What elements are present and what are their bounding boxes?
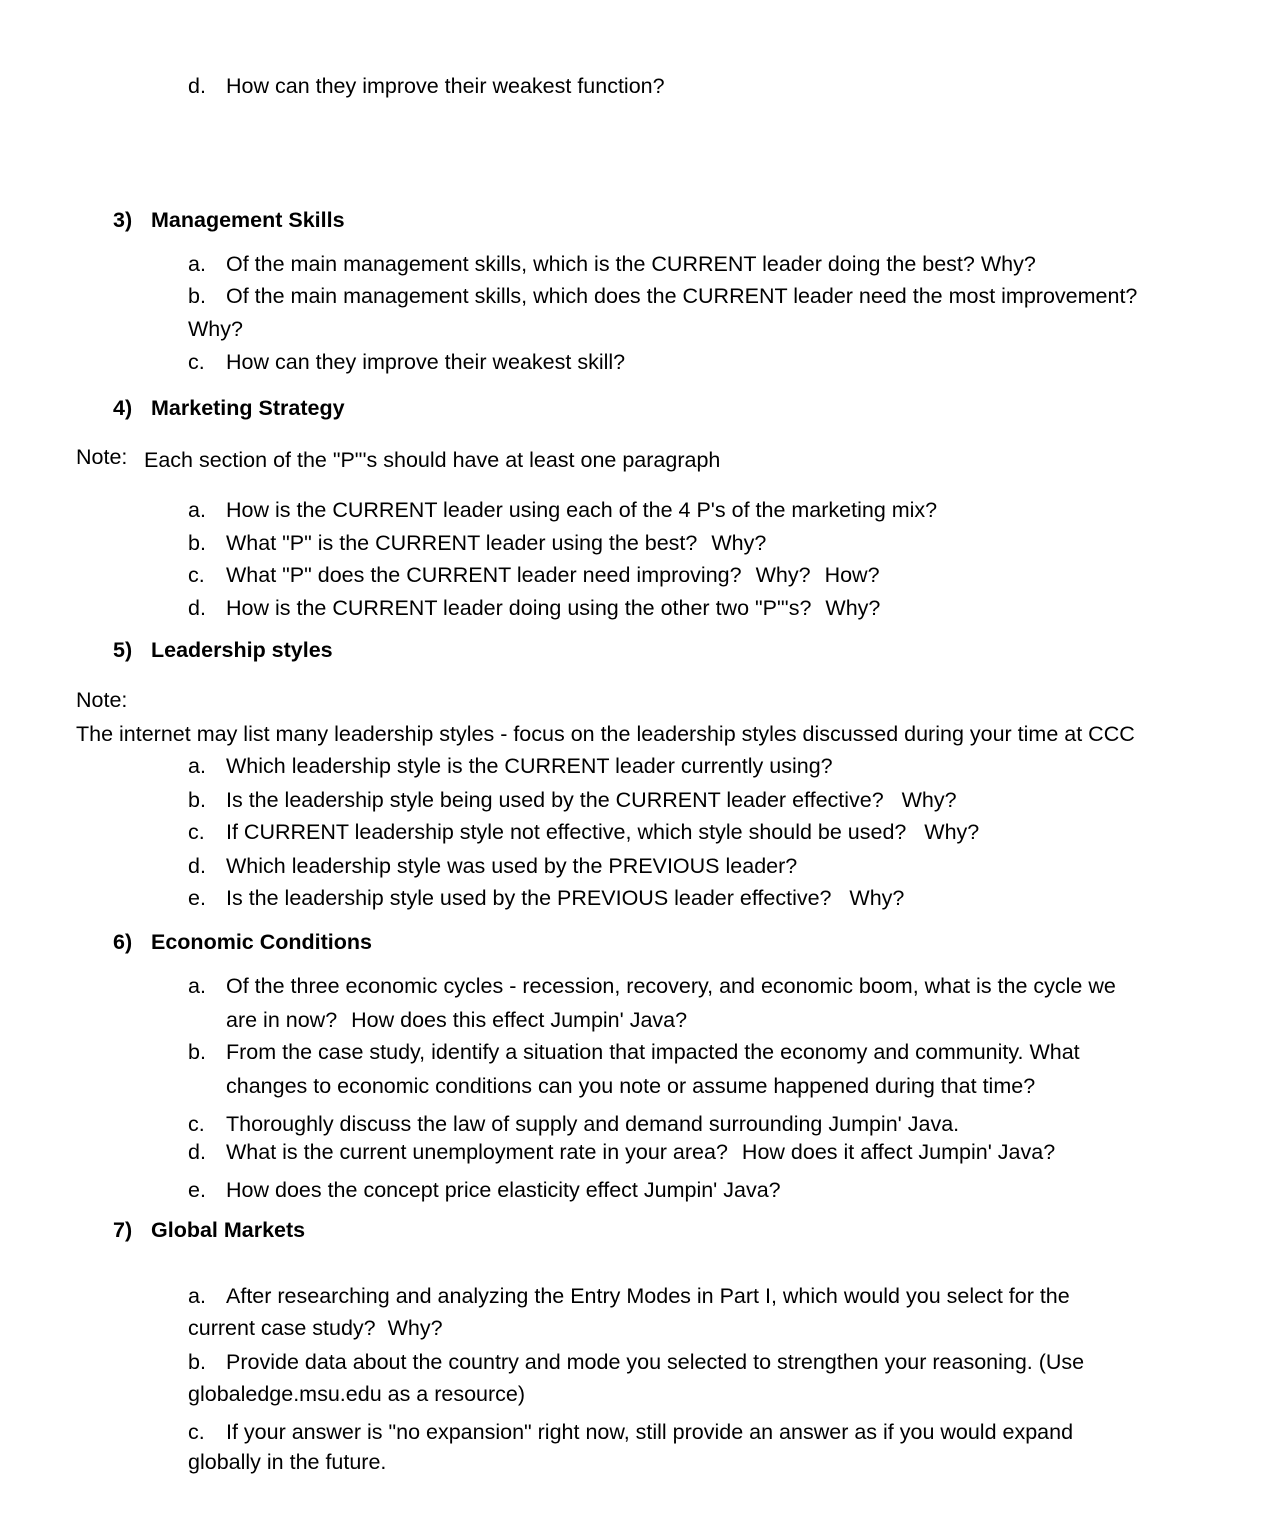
list-item: c. How can they improve their weakest skill?	[188, 350, 626, 374]
list-item-continuation: Why?	[188, 317, 243, 341]
list-item	[188, 76, 665, 98]
list-item: c. If your answer is "no expansion" right now, still provide an answer as if you would expand	[188, 1420, 1074, 1444]
list-item-continuation: globaledge.msu.edu as a resource)	[188, 1382, 526, 1406]
list-item: c. Thoroughly discuss the law of supply and demand surrounding Jumpin' Java.	[188, 1112, 960, 1136]
list-item: b. From the case study, identify a situation that impacted the economy and community. What	[188, 1040, 1080, 1064]
section-heading-leadership-styles: 5) Leadership styles	[113, 638, 333, 662]
note-text: The internet may list many leadership styles - focus on the leadership styles discussed during your time at CCC	[76, 722, 1135, 746]
note-label: Note:	[76, 445, 128, 469]
section-heading-global-markets: 7) Global Markets	[113, 1218, 306, 1242]
note-text: Each section of the "P"'s should have at least one paragraph	[144, 448, 721, 472]
list-item: e. Is the leadership style used by the PREVIOUS leader effective? Why?	[188, 886, 905, 910]
list-item: b. Is the leadership style being used by the CURRENT leader effective? Why?	[188, 788, 957, 812]
list-item: a. Which leadership style is the CURRENT leader currently using?	[188, 754, 833, 778]
item-marker: d.	[188, 74, 206, 98]
list-item: b. Provide data about the country and mode you selected to strengthen your reasoning. (Use	[188, 1350, 1085, 1374]
list-item: b. What "P" is the CURRENT leader using the best? Why?	[188, 531, 767, 555]
list-item: a. How is the CURRENT leader using each of the 4 P's of the marketing mix?	[188, 498, 938, 522]
list-item: a. After researching and analyzing the Entry Modes in Part I, which would you select for the	[188, 1284, 1070, 1308]
list-item: d. Which leadership style was used by the PREVIOUS leader?	[188, 854, 798, 878]
list-item: d. How is the CURRENT leader doing using the other two "P"'s? Why?	[188, 596, 881, 620]
list-item-continuation: globally in the future.	[188, 1450, 387, 1474]
list-item-continuation: changes to economic conditions can you note or assume happened during that time?	[226, 1074, 1036, 1098]
section-heading-economic-conditions: 6) Economic Conditions	[113, 930, 372, 954]
list-item: c. If CURRENT leadership style not effective, which style should be used? Why?	[188, 820, 980, 844]
section-heading-management-skills: 3) Management Skills	[113, 208, 345, 232]
list-item-continuation: current case study? Why?	[188, 1316, 443, 1340]
list-item: a. Of the three economic cycles - recession, recovery, and economic boom, what is the cycle we	[188, 974, 1116, 998]
list-item: a. Of the main management skills, which is the CURRENT leader doing the best? Why?	[188, 252, 1036, 276]
item-text: How can they improve their weakest function?	[226, 74, 665, 98]
section-heading-marketing-strategy: 4) Marketing Strategy	[113, 396, 345, 420]
note-label: Note:	[76, 688, 128, 712]
list-item-continuation: are in now? How does this effect Jumpin' Java?	[226, 1008, 688, 1032]
list-item: d. What is the current unemployment rate in your area? How does it affect Jumpin' Java?	[188, 1140, 1056, 1164]
list-item: c. What "P" does the CURRENT leader need improving? Why? How?	[188, 563, 880, 587]
list-item: e. How does the concept price elasticity effect Jumpin' Java?	[188, 1178, 781, 1202]
list-item: b. Of the main management skills, which does the CURRENT leader need the most improvement?	[188, 284, 1138, 308]
